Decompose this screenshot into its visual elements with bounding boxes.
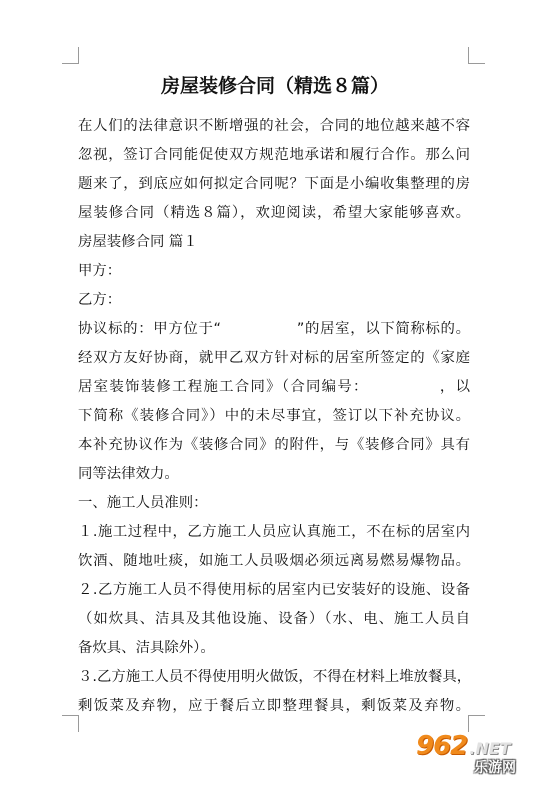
rule-1-line-1: １.施工过程中，乙方施工人员应认真施工，不在标的居室内 [78,524,470,540]
agreement-subject-line: 协议标的：甲方位于“ ”的居室，以下简称标的。 [78,321,470,337]
body-line-2: 居室装饰装修工程施工合同》（合同编号： ，以 [78,379,470,395]
rule-2-line-3: 备炊具、洁具除外）。 [78,640,215,656]
intro-line-2: 忽视，签订合同能促使双方规范地承诺和履行合作。那么问 [78,147,470,163]
watermark-logo-suffix: .NET [469,739,511,758]
intro-line-3: 题来了，到底应如何拟定合同呢？下面是小编收集整理的房 [78,176,470,192]
rules-heading: 一、施工人员准则： [78,495,208,511]
body-line-3: 下简称《装修合同》）中的未尽事宜，签订以下补充协议。 [78,408,470,424]
rule-3-line-1: ３.乙方施工人员不得使用明火做饭，不得在材料上堆放餐具， [78,669,472,685]
document-title: 房屋装修合同（精选８篇） [160,75,389,97]
crop-mark-bottom-right [468,715,485,732]
rule-2-line-2: （如炊具、洁具及其他设施、设备）（水、电、施工人员自 [78,611,470,627]
crop-mark-top-right [468,47,485,64]
rule-3-line-2: 剩饭菜及弃物，应于餐后立即整理餐具，剩饭菜及弃物。 [78,698,470,714]
rule-2-line-1: ２.乙方施工人员不得使用标的居室内已安装好的设施、设备 [78,582,470,598]
crop-mark-bottom-left [62,715,79,732]
watermark-logo-number: 962 [416,731,468,761]
watermark-site-name: 乐游网 [474,760,516,776]
body-line-4: 本补充协议作为《装修合同》的附件，与《装修合同》具有 [78,437,470,453]
body-line-5: 同等法律效力。 [78,466,179,482]
intro-line-4: 屋装修合同（精选８篇），欢迎阅读，希望大家能够喜欢。 [78,205,470,221]
crop-mark-top-left [62,47,79,64]
site-watermark [416,731,544,779]
party-b-label: 乙方： [78,292,122,308]
rule-1-line-2: 饮酒、随地吐痰，如施工人员吸烟必须远离易燃易爆物品。 [78,553,470,569]
party-a-label: 甲方： [78,263,122,279]
section-heading: 房屋装修合同 篇１ [78,234,198,250]
intro-line-1: 在人们的法律意识不断增强的社会，合同的地位越来越不容 [78,118,470,134]
body-line-1: 经双方友好协商，就甲乙双方针对标的居室所签定的《家庭 [78,350,470,366]
